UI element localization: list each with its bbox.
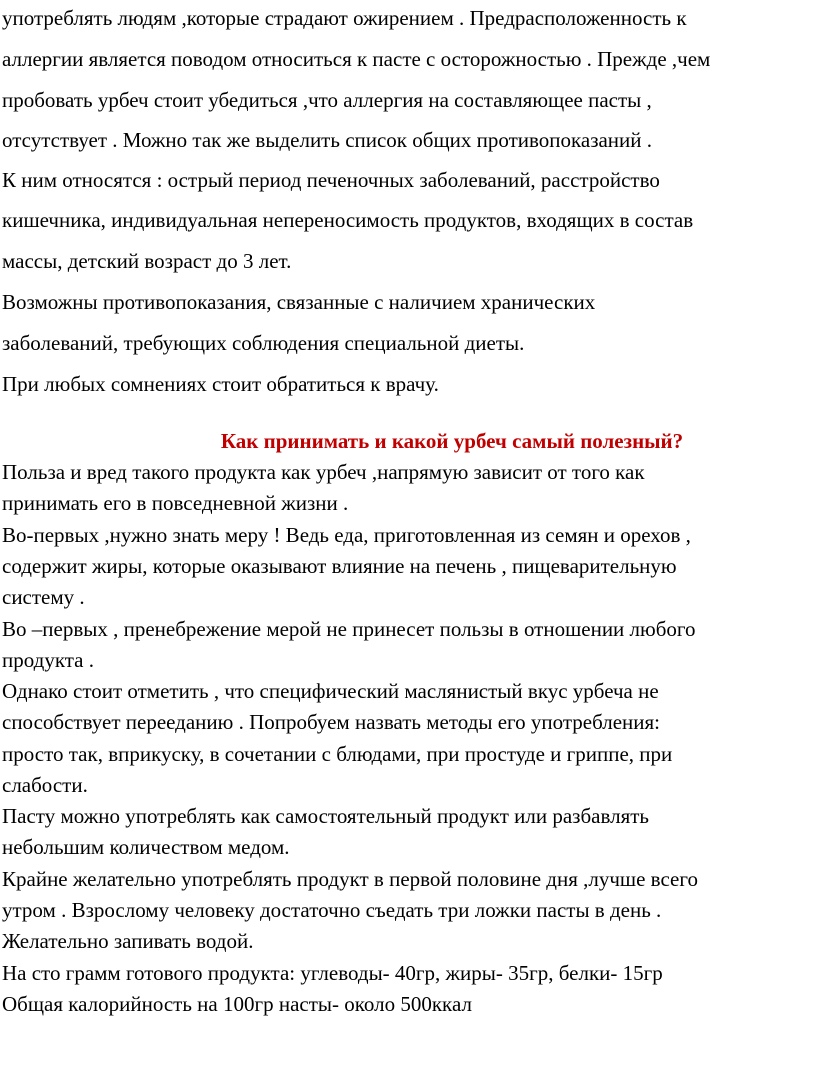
text-line: утром . Взрослому человеку достаточно съедать три ложки пасты в день . bbox=[2, 898, 662, 922]
text-line: Однако стоит отметить , что специфический маслянистый вкус урбеча не bbox=[2, 679, 659, 703]
text-line: Во –первых , пренебрежение мерой не принесет пользы в отношении любого bbox=[2, 617, 696, 641]
text-line: аллергии является поводом относиться к пасте с осторожностью . Прежде ,чем bbox=[2, 47, 711, 71]
text-line: Общая калорийность на 100гр насты- около 500ккал bbox=[2, 992, 472, 1016]
text-line: Польза и вред такого продукта как урбеч ,напрямую зависит от того как bbox=[2, 460, 645, 484]
text-line: Пасту можно употреблять как самостоятельный продукт или разбавлять bbox=[2, 804, 650, 828]
text-line: Крайне желательно употреблять продукт в первой половине дня ,лучше всего bbox=[2, 867, 698, 891]
text-line: пробовать урбеч стоит убедиться ,что аллергия на составляющее пасты , bbox=[2, 88, 652, 112]
section-heading: Как принимать и какой урбеч самый полезный? bbox=[220, 429, 684, 453]
text-line: заболеваний, требующих соблюдения специальной диеты. bbox=[2, 331, 525, 355]
text-line: систему . bbox=[2, 585, 85, 609]
text-line: К ним относятся : острый период печеночных заболеваний, расстройство bbox=[2, 168, 660, 192]
text-line: массы, детский возраст до 3 лет. bbox=[2, 249, 292, 273]
text-line: способствует перееданию . Попробуем назвать методы его употребления: bbox=[2, 710, 661, 734]
text-line: Желательно запивать водой. bbox=[2, 929, 254, 953]
text-line: продукта . bbox=[2, 648, 94, 672]
text-line: принимать его в повседневной жизни . bbox=[2, 491, 349, 515]
text-line: Во-первых ,нужно знать меру ! Ведь еда, приготовленная из семян и орехов , bbox=[2, 523, 691, 547]
text-line: содержит жиры, которые оказывают влияние на печень , пищеварительную bbox=[2, 554, 677, 578]
text-line: При любых сомнениях стоит обратиться к врачу. bbox=[2, 372, 439, 396]
text-line: употреблять людям ,которые страдают ожирением . Предрасположенность к bbox=[2, 6, 687, 30]
text-line: отсутствует . Можно так же выделить список общих противопоказаний . bbox=[2, 128, 653, 152]
text-line: Возможны противопоказания, связанные с наличием хранических bbox=[2, 290, 596, 314]
text-line: На сто грамм готового продукта: углеводы- 40гр, жиры- 35гр, белки- 15гр bbox=[2, 961, 663, 985]
text-line: слабости. bbox=[2, 773, 88, 797]
text-line: просто так, вприкуску, в сочетании с блюдами, при простуде и гриппе, при bbox=[2, 742, 673, 766]
text-line: небольшим количеством медом. bbox=[2, 835, 290, 859]
text-line: кишечника, индивидуальная непереносимость продуктов, входящих в состав bbox=[2, 208, 694, 232]
